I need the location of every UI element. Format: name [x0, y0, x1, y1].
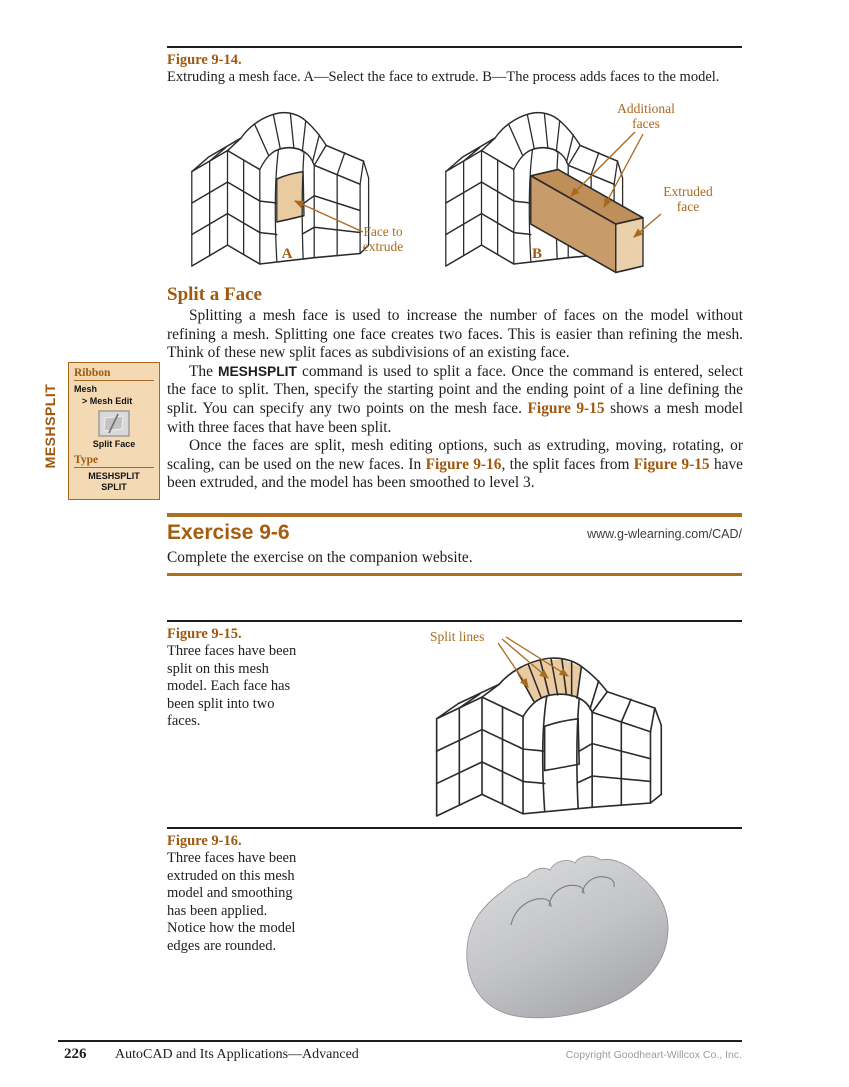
exercise-body: Complete the exercise on the companion website.	[167, 549, 473, 566]
figure14-artwork	[167, 90, 742, 284]
figure15-rule	[167, 620, 742, 622]
figure16-artwork	[415, 833, 710, 1038]
page-number: 226	[64, 1046, 87, 1062]
section-body	[167, 307, 743, 493]
footer-copyright: Copyright Goodheart-Willcox Co., Inc.	[565, 1049, 742, 1061]
vertical-command-label: MESHSPLIT	[42, 383, 58, 469]
exercise-top-rule	[167, 513, 742, 517]
figure16-label: Figure 9-16.	[167, 833, 242, 849]
figure15-artwork	[420, 623, 705, 823]
ribbon-submenu: > Mesh Edit	[82, 395, 133, 406]
type-command-2: SPLIT	[101, 482, 127, 492]
additional-faces-arrow-1	[571, 132, 635, 196]
paragraph-2	[167, 363, 743, 437]
figure16-rule	[167, 827, 742, 829]
additional-faces-arrow-2	[604, 134, 643, 207]
figure16-reference: Figure 9-16	[425, 455, 502, 473]
figure14-caption: Extruding a mesh face. A—Select the face to extrude. B—The process adds faces to the model.	[167, 69, 720, 85]
top-rule	[167, 46, 742, 48]
p3-text-3: have been extruded, and the model has been smoothed to level 3.	[167, 455, 744, 492]
smoothed-model-illustration	[415, 833, 710, 1038]
submodel-a-label: A	[281, 246, 293, 262]
footer-rule	[58, 1040, 742, 1042]
mesh-model-split	[437, 658, 662, 816]
p3-text-1: Once the faces are split, mesh editing options, such as extruding, moving, rotating, or scaling, can be used on the new faces. In	[167, 437, 743, 473]
figure15-reference: Figure 9-15	[527, 399, 605, 417]
type-heading: Type	[74, 454, 154, 468]
ribbon-menu: Mesh	[74, 384, 98, 394]
figure16-caption: Three faces have been extruded on this mesh model and smoothing has been applied. Notice how the model edges are rounded.	[167, 850, 297, 954]
meshsplit-command-text: MESHSPLIT	[217, 363, 297, 379]
exercise-title: Exercise 9-6	[167, 521, 290, 544]
smoothed-mesh-body	[467, 856, 668, 1018]
exercise-url: www.g-wlearning.com/CAD/	[587, 527, 742, 541]
figure15-reference-2: Figure 9-15	[633, 455, 710, 473]
figure15-label: Figure 9-15.	[167, 626, 242, 642]
paragraph-3	[167, 437, 743, 493]
figure15-mesh-illustration	[420, 623, 705, 823]
additional-faces-annotation: Additional faces	[617, 101, 675, 131]
mesh-model-a	[192, 113, 369, 266]
section-heading: Split a Face	[167, 284, 262, 305]
type-command-1: MESHSPLIT	[88, 470, 140, 481]
face-to-extrude-annotation: Face to extrude	[362, 224, 404, 254]
ribbon-heading: Ribbon	[74, 367, 154, 381]
extruded-face-annotation: Extruded face	[663, 184, 713, 214]
footer-book-title: AutoCAD and Its Applications—Advanced	[115, 1047, 359, 1062]
p2-text-1: The	[189, 362, 218, 380]
figure14-label: Figure 9-14.	[167, 52, 242, 68]
ribbon-access-box	[68, 362, 160, 500]
paragraph-1: Splitting a mesh face is used to increase the number of faces on the model without refining a mesh. Splitting one face creates two faces. This is easier than refining the mesh. Think of these new split faces as subdivisions of an existing face.	[167, 307, 743, 362]
p2-text-3: shows a mesh model with three faces that have been split.	[167, 399, 743, 436]
p3-text-2: , the split faces from	[501, 455, 634, 473]
ribbon-tool-name: Split Face	[92, 439, 136, 449]
figure15-caption: Three faces have been split on this mesh model. Each face has been split into two faces.	[167, 643, 297, 729]
submodel-b-label: B	[531, 246, 542, 262]
split-face-icon	[98, 410, 130, 437]
p2-text-2: command is used to split a face. Once the command is entered, select the face to split. Then, specify the starting point and the ending point of a line defining the split. You can specify any two points on the mesh face.	[167, 362, 743, 417]
exercise-bottom-rule	[167, 573, 742, 576]
split-lines-annotation: Split lines	[430, 629, 485, 644]
